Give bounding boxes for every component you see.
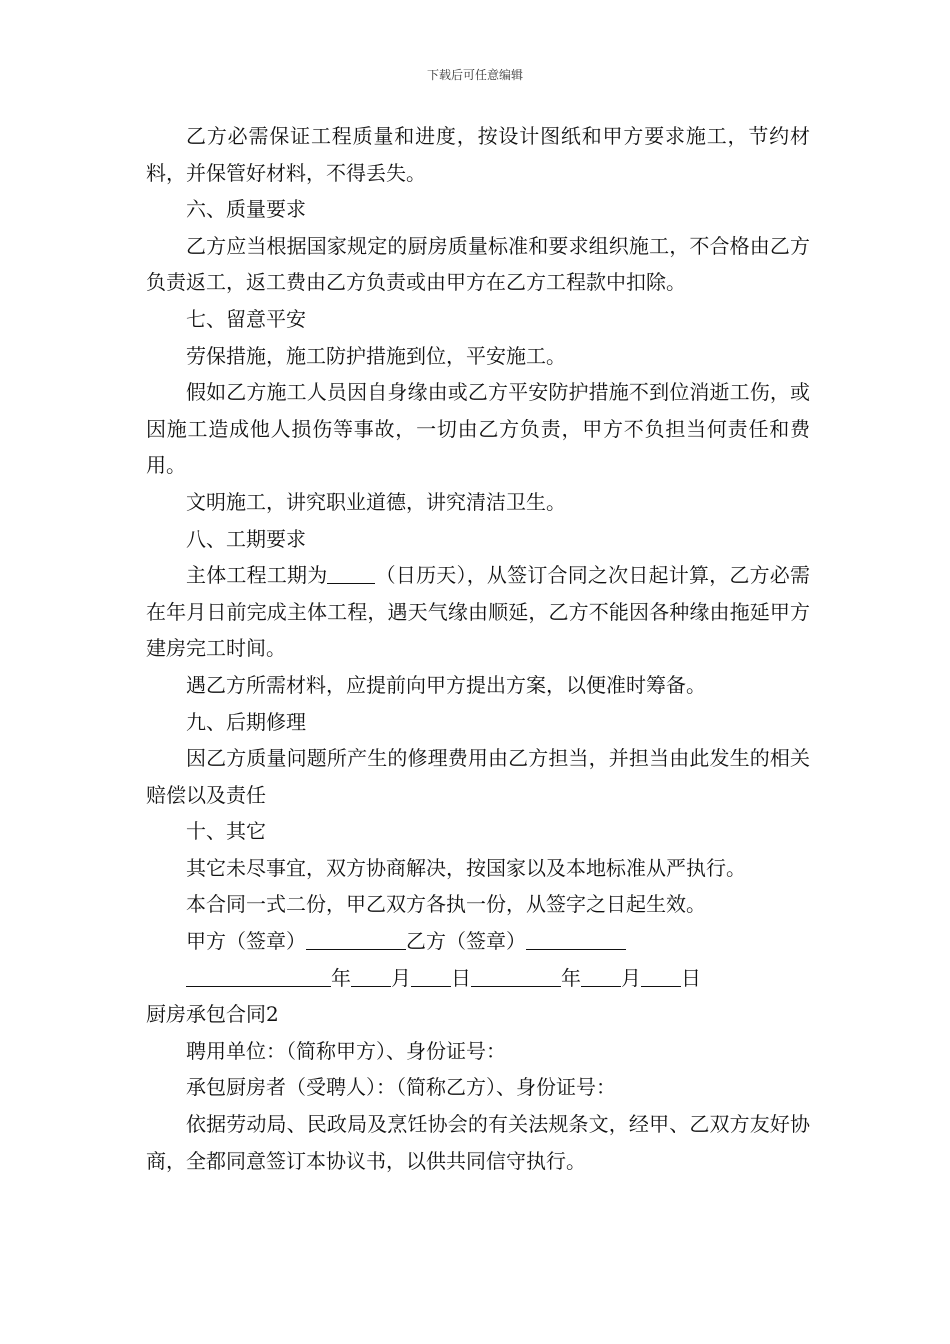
- paragraph: 乙方应当根据国家规定的厨房质量标准和要求组织施工，不合格由乙方负责返工，返工费由乙方负责或由甲方在乙方工程款中扣除。: [146, 233, 810, 295]
- signature-line: [146, 923, 810, 960]
- paragraph: 乙方必需保证工程质量和进度，按设计图纸和甲方要求施工，节约材料，并保管好材料，不得丢失。: [146, 124, 810, 185]
- party-a-signature-blank: [306, 929, 406, 950]
- document-body: [146, 118, 810, 1179]
- party-b-signature-label: 乙方（签章）: [406, 929, 526, 954]
- section-heading: 十、其它: [186, 819, 266, 844]
- section-heading: 六、质量要求: [186, 197, 306, 222]
- contract2-title: 厨房承包合同2: [146, 1002, 279, 1027]
- party-a-signature-label: 甲方（签章）: [186, 929, 306, 954]
- day-label-2: 日: [681, 965, 701, 990]
- day-blank-2: [641, 966, 681, 987]
- section-heading: 七、留意平安: [186, 306, 306, 331]
- paragraph: 遇乙方所需材料，应提前向甲方提出方案，以便准时筹备。: [186, 672, 706, 697]
- year-label-2: 年: [561, 965, 581, 990]
- section-heading: 九、后期修理: [186, 709, 306, 734]
- year-blank-2: [471, 966, 561, 987]
- paragraph: 文明施工，讲究职业道德，讲究清洁卫生。: [186, 489, 566, 514]
- date-line: [146, 960, 810, 997]
- month-blank-2: [581, 966, 621, 987]
- month-label: 月: [391, 965, 411, 990]
- period-text-after: （日历天），从签订合同之次日起计算，乙方必需在年月日前完成主体工程，遇天气缘由顺延，乙方不能因各种缘由拖延甲方建房完工时间。: [146, 563, 811, 661]
- party-b-signature-blank: [526, 929, 626, 950]
- paragraph: 其它未尽事宜，双方协商解决，按国家以及本地标准从严执行。: [186, 855, 746, 880]
- page-header: 下载后可任意编辑: [426, 68, 523, 82]
- year-label: 年: [331, 965, 351, 990]
- day-label: 日: [451, 965, 471, 990]
- paragraph: 假如乙方施工人员因自身缘由或乙方平安防护措施不到位消逝工伤，或因施工造成他人损伤等事故，一切由乙方负责，甲方不负担当何责任和费用。: [146, 380, 810, 478]
- period-paragraph: [146, 557, 810, 667]
- year-blank: [186, 966, 331, 987]
- employer-line: 聘用单位：（简称甲方）、身份证号：: [186, 1038, 506, 1063]
- period-text-before: 主体工程工期为: [186, 563, 328, 588]
- month-blank: [351, 966, 391, 987]
- contractor-line: 承包厨房者（受聘人）：（简称乙方）、身份证号：: [186, 1075, 616, 1100]
- paragraph: 劳保措施，施工防护措施到位，平安施工。: [186, 343, 566, 368]
- month-label-2: 月: [621, 965, 641, 990]
- paragraph: 本合同一式二份，甲乙双方各执一份，从签字之日起生效。: [186, 892, 706, 917]
- period-blank: [327, 563, 375, 584]
- paragraph: 因乙方质量问题所产生的修理费用由乙方担当，并担当由此发生的相关赔偿以及责任: [146, 746, 810, 807]
- section-heading: 八、工期要求: [186, 526, 306, 551]
- day-blank: [411, 966, 451, 987]
- contract2-intro: 依据劳动局、民政局及烹饪协会的有关法规条文，经甲、乙双方友好协商，全都同意签订本协议书，以供共同信守执行。: [146, 1112, 810, 1173]
